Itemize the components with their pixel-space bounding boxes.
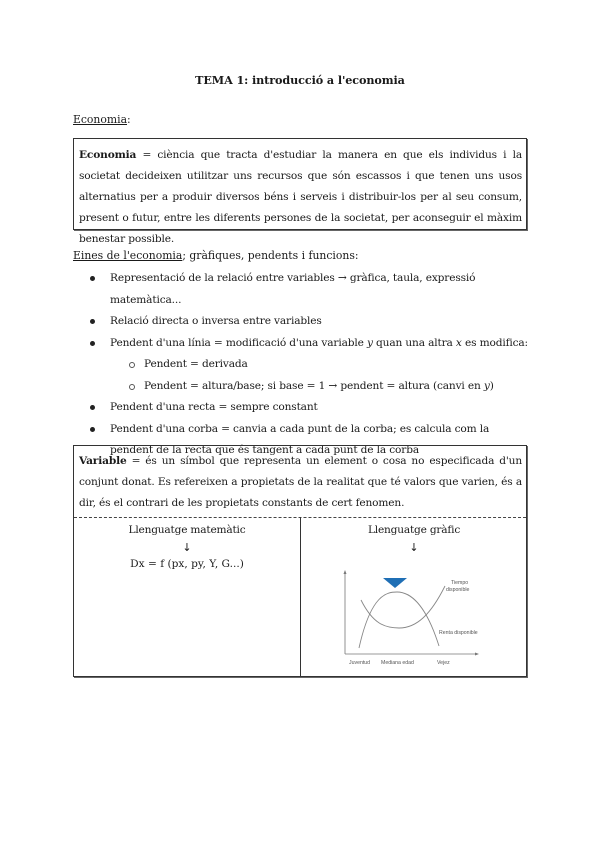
list-item <box>73 311 533 333</box>
bullet-list <box>73 268 533 462</box>
variable-y: y <box>483 379 490 392</box>
bullet-icon <box>90 319 95 324</box>
renta-curve <box>359 592 439 648</box>
x-tick-label: Vejez <box>437 660 450 666</box>
column-title: Llenguatge gràfic <box>367 524 461 536</box>
list-item-text: es modifica: <box>461 336 528 349</box>
economia-definition-box <box>73 138 527 245</box>
list-item <box>73 333 533 355</box>
definition-term: Economia <box>79 149 137 161</box>
heading-suffix: : <box>127 113 131 126</box>
list-item-text: Pendent d'una corba = canvia a cada punt de la corba; es calcula com la pendent de la recta que és tangent a cada punt de la corba <box>110 422 490 456</box>
graph-label: Renta disponible <box>439 630 478 636</box>
arrow-down-icon: ↓ <box>182 541 192 554</box>
list-item-text: quan una altra <box>372 336 456 349</box>
list-item-sub <box>73 376 533 398</box>
hollow-bullet-icon <box>129 384 135 390</box>
list-item-text: Pendent d'una línia = modificació d'una variable <box>110 336 367 349</box>
variable-x: x <box>455 336 462 349</box>
heading-text: Economia <box>73 113 128 126</box>
section-heading-eines <box>73 249 359 262</box>
blue-triangle-marker <box>383 578 407 588</box>
section-heading-economia <box>73 113 131 126</box>
column-graphic-language <box>301 517 527 676</box>
bullet-icon <box>90 427 95 432</box>
demand-formula: Dx = f (px, py, Y, G...) <box>130 558 244 570</box>
life-cycle-graph <box>331 564 491 674</box>
list-item-text: Pendent = derivada <box>144 358 248 370</box>
bullet-icon <box>90 276 95 281</box>
list-item-sub <box>73 354 533 376</box>
list-item-text: Pendent d'una recta = sempre constant <box>110 401 318 413</box>
list-item-text: ) <box>489 379 494 392</box>
definition-term: Variable <box>79 455 127 467</box>
heading-suffix: ; gràfiques, pendents i funcions: <box>182 249 359 262</box>
list-item-text: Representació de la relació entre variables → gràfica, taula, expressió matemàtica... <box>110 272 476 306</box>
hollow-bullet-icon <box>129 362 135 368</box>
bullet-icon <box>90 405 95 410</box>
column-math-language <box>74 517 300 676</box>
definition-text: = ciència que tracta d'estudiar la manera en que els individus i la societat decideixen utilitzar uns recursos que són escassos i que tenen uns usos alternatius per a produir diversos béns i serveis i distribuir-los per al seu consum, present o futur, entre les diferents persones de la societat, per aconseguir el màxim benestar possible. <box>79 149 522 245</box>
graph-label: disponible <box>446 587 470 593</box>
variable-definition-box <box>73 445 527 677</box>
definition-paragraph <box>79 145 522 250</box>
arrow-down-icon: ↓ <box>409 541 419 554</box>
heading-text: Eines de l'economia <box>73 249 183 262</box>
list-item <box>73 397 533 419</box>
graph-label: Tiempo <box>451 580 469 586</box>
definition-text: = és un símbol que representa un element o cosa no especificada d'un conjunt donat. Es refereixen a propietats de la realitat que té valors que varien, és a dir, és el contrari de les propietats constants de cert fenomen. <box>79 455 522 509</box>
list-item-text: Relació directa o inversa entre variables <box>110 315 322 327</box>
bullet-icon <box>90 341 95 346</box>
x-tick-label: Mediana edad <box>381 660 414 666</box>
x-tick-label: Juventud <box>349 660 371 666</box>
column-title: Llenguatge matemàtic <box>128 524 246 536</box>
variable-y: y <box>366 336 373 349</box>
definition-paragraph <box>74 446 526 514</box>
list-item <box>73 268 533 311</box>
page-title: TEMA 1: introducció a l'economia <box>195 73 405 87</box>
list-item-text: Pendent = altura/base; si base = 1 → pendent = altura (canvi en <box>144 379 484 392</box>
